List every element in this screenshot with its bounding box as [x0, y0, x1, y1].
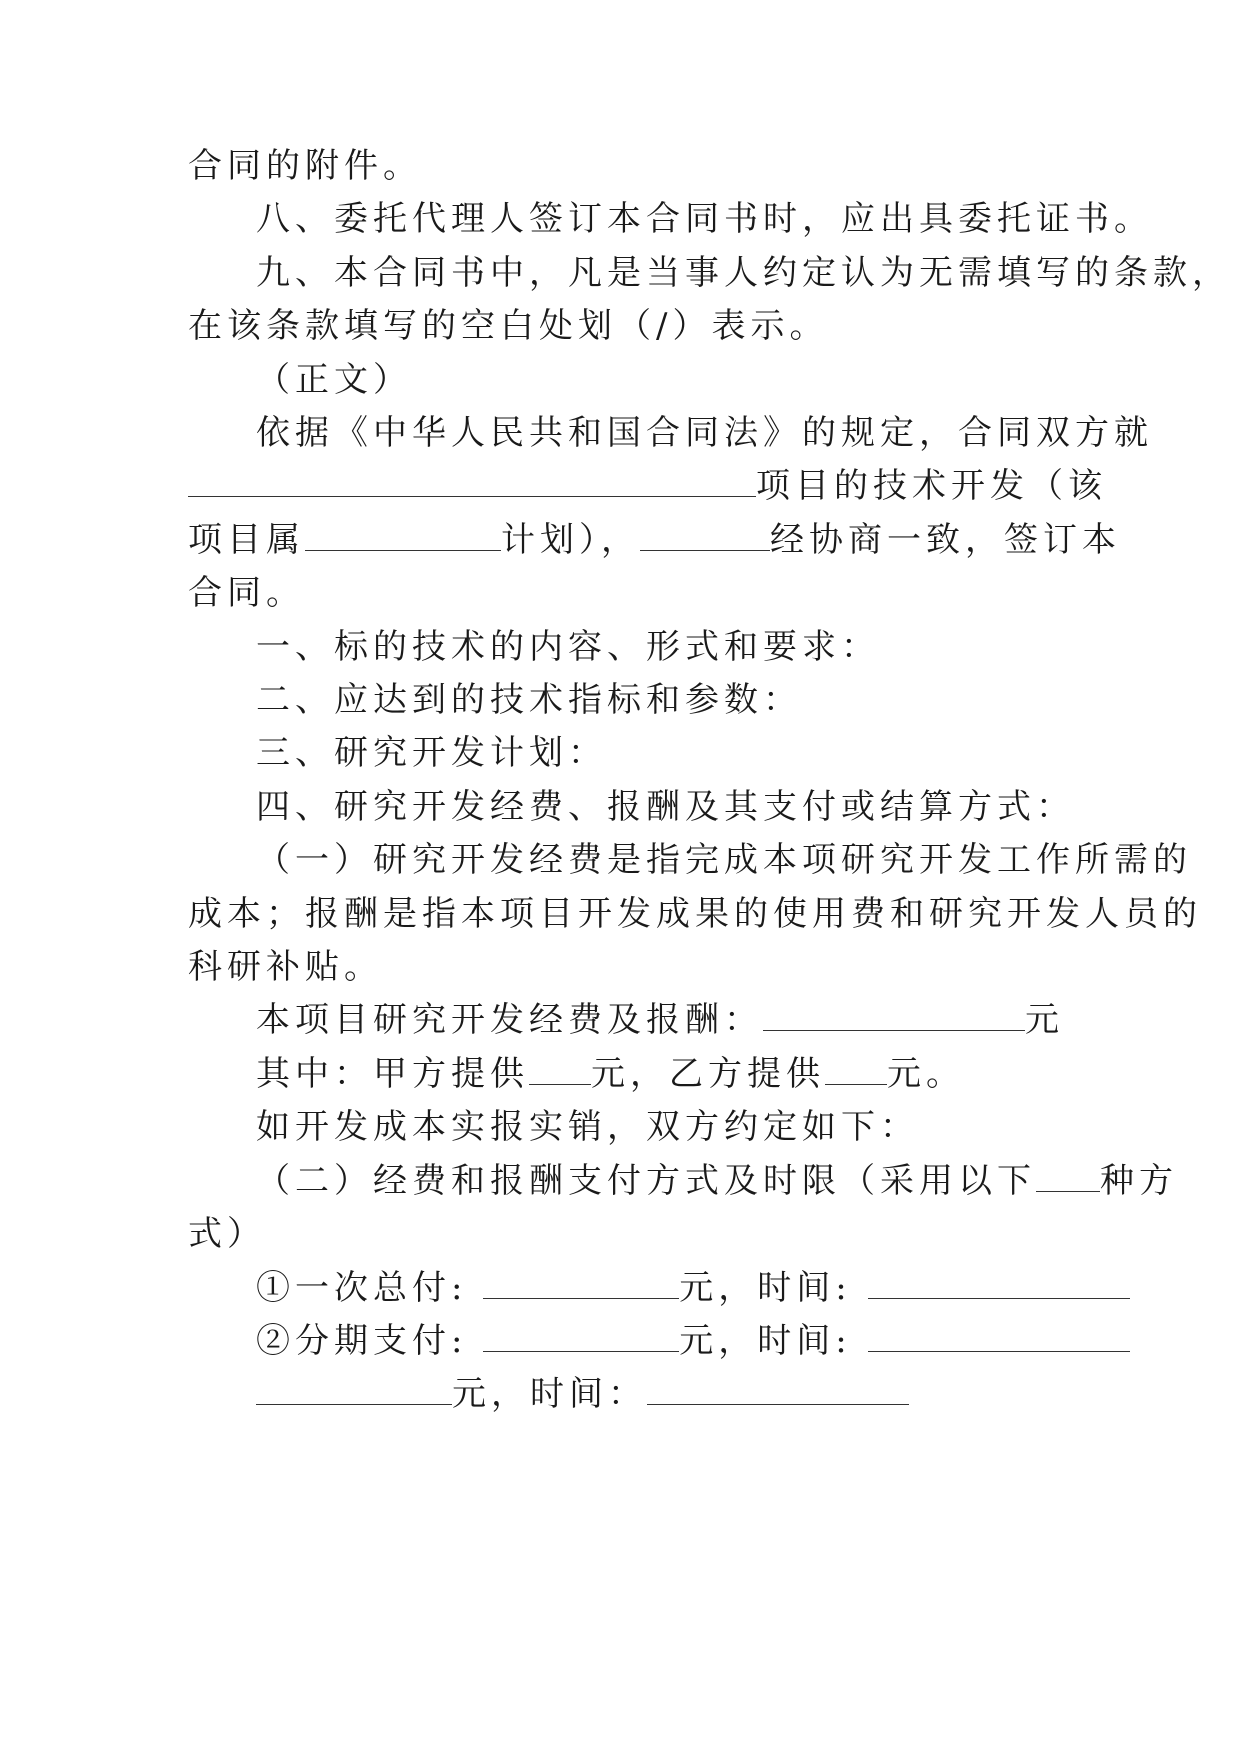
- line-text: 三、研究开发计划：: [256, 733, 607, 773]
- text-line: [256, 1374, 909, 1414]
- text-line: [256, 680, 802, 720]
- line-text: 成本；报酬是指本项目开发成果的使用费和研究开发人员的: [188, 894, 1202, 934]
- text-line: [188, 573, 305, 613]
- line-text: 元，乙方提供: [591, 1054, 825, 1094]
- line-text: 四、研究开发经费、报酬及其支付或结算方式：: [256, 787, 1075, 827]
- line-text: 一、标的技术的内容、形式和要求：: [256, 627, 880, 667]
- text-line: [256, 253, 1231, 293]
- fill-blank[interactable]: [483, 1321, 679, 1352]
- fill-blank[interactable]: [188, 466, 756, 497]
- fill-blank[interactable]: [529, 1054, 591, 1085]
- fill-blank[interactable]: [483, 1268, 679, 1299]
- line-text: 合同。: [188, 573, 305, 613]
- fill-blank[interactable]: [825, 1054, 887, 1085]
- text-line: [188, 146, 422, 186]
- text-line: [256, 1107, 919, 1147]
- line-text: （二）经费和报酬支付方式及时限（采用以下: [256, 1161, 1036, 1201]
- line-text: 计划），: [501, 520, 640, 560]
- text-line: [256, 1321, 1130, 1361]
- line-text: 项目属: [188, 520, 305, 560]
- line-text: 元。: [887, 1054, 965, 1094]
- text-line: [256, 840, 1192, 880]
- line-text: 依据《中华人民共和国合同法》的规定，合同双方就: [256, 413, 1153, 453]
- text-line: [256, 1000, 1064, 1040]
- line-text: 元: [1025, 1000, 1064, 1040]
- fill-blank[interactable]: [256, 1374, 452, 1405]
- line-text: 科研补贴。: [188, 947, 383, 987]
- line-text: 如开发成本实报实销，双方约定如下：: [256, 1107, 919, 1147]
- line-text: （一）研究开发经费是指完成本项研究开发工作所需的: [256, 840, 1192, 880]
- line-text: 八、委托代理人签订本合同书时，应出具委托证书。: [256, 199, 1153, 239]
- text-line: [256, 360, 412, 400]
- line-text: 元，时间:: [679, 1268, 852, 1308]
- line-text: 元，时间:: [679, 1321, 852, 1361]
- line-text: 在该条款填写的空白处划（/）表示。: [188, 306, 829, 346]
- text-line: [256, 199, 1153, 239]
- line-text: 其中：甲方提供: [256, 1054, 529, 1094]
- line-text: 九、本合同书中，凡是当事人约定认为无需填写的条款，: [256, 253, 1231, 293]
- line-text: 二、应达到的技术指标和参数：: [256, 680, 802, 720]
- text-line: [256, 787, 1075, 827]
- fill-blank[interactable]: [868, 1268, 1130, 1299]
- line-text: 本项目研究开发经费及报酬：: [256, 1000, 763, 1040]
- text-line: [188, 1214, 266, 1254]
- text-line: [188, 894, 1202, 934]
- line-text: 式）: [188, 1214, 266, 1254]
- text-line: [256, 413, 1153, 453]
- fill-blank[interactable]: [647, 1374, 909, 1405]
- text-line: [256, 1054, 965, 1094]
- line-text: 经协商一致，签订本: [770, 520, 1121, 560]
- line-text: 合同的附件。: [188, 146, 422, 186]
- text-line: [256, 733, 607, 773]
- fill-blank[interactable]: [640, 520, 770, 551]
- line-text: ①一次总付:: [256, 1268, 468, 1308]
- line-text: ②分期支付:: [256, 1321, 468, 1361]
- line-text: 项目的技术开发（该: [756, 466, 1107, 506]
- text-line: [188, 466, 1107, 506]
- fill-blank[interactable]: [868, 1321, 1130, 1352]
- text-line: [256, 1268, 1130, 1308]
- fill-blank[interactable]: [305, 520, 501, 551]
- fill-blank[interactable]: [763, 1000, 1025, 1031]
- fill-blank[interactable]: [1036, 1161, 1100, 1192]
- text-line: [188, 520, 1121, 560]
- line-text: 种方: [1100, 1161, 1178, 1201]
- text-line: [256, 1161, 1178, 1201]
- text-line: [188, 306, 828, 346]
- text-line: [188, 947, 383, 987]
- line-text: （正文）: [256, 360, 412, 400]
- text-line: [256, 627, 880, 667]
- line-text: 元，时间：: [452, 1374, 647, 1414]
